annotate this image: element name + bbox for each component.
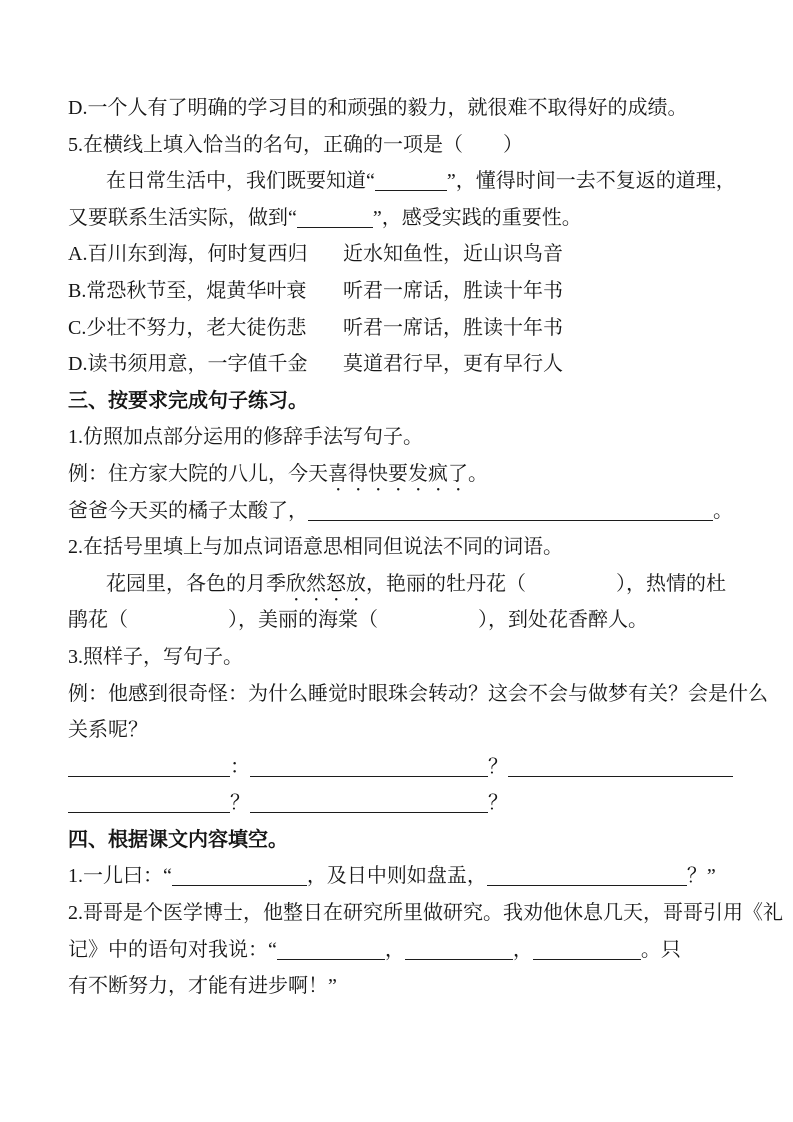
passage-text: ），美丽的海棠（ [228,609,378,632]
answer-blank [308,518,713,521]
section-3-q3-answer-row-1 [68,749,773,786]
question-5-option-a [68,236,773,273]
paren-blank [128,624,228,626]
option-b-right: 听君一席话，胜读十年书 [343,279,563,302]
section-3-q3-example-line-2 [68,712,773,749]
question-5-passage-line-1 [68,163,773,200]
passage-text: 鹃花（ [68,609,128,632]
option-c-right: 听君一席话，胜读十年书 [343,316,563,339]
emphasized-text: 喜得快要发疯了 [328,462,468,485]
section-4-q2-line-2 [68,932,773,969]
option-d-text: D.一个人有了明确的学习目的和顽强的毅力，就很难不取得好的成绩。 [68,97,688,119]
passage-text: 花园里，各色的月季 [106,572,286,595]
question-5-stem-text: 5.在横线上填入恰当的名句，正确的一项是（ ） [68,133,523,156]
passage-text: ”，懂得时间一去不复返的道理， [446,170,736,193]
worksheet-content [68,90,783,1005]
section-4-q2-line-1 [68,895,783,932]
example-text: 。 [468,462,488,485]
answer-blank [277,957,385,960]
section-3-q3-stem [68,639,773,676]
answer-blank [68,810,230,813]
option-b-left: B.常恐秋节至，焜黄华叶衰 [68,279,307,302]
section-3-heading-text: 三、按要求完成句子练习。 [68,389,308,412]
answer-blank [533,957,641,960]
answer-blank [297,225,373,228]
answer-blank [250,810,488,813]
passage-text: ，艳丽的牡丹花（ [366,572,526,595]
fill-in-text: 2.哥哥是个医学博士，他整日在研究所里做研究。我劝他休息几天，哥哥引用《礼 [68,902,783,925]
section-3-q1-stem [68,419,773,456]
fill-in-text: 记》中的语句对我说：“ [68,938,277,961]
fill-in-text: 。只 [640,938,681,961]
section-4-heading-text: 四、根据课文内容填空。 [68,828,288,851]
question-5-option-d [68,346,773,383]
paren-blank [526,588,616,590]
answer-blank [487,883,687,886]
answer-blank [405,957,513,960]
section-4-q2-line-3 [68,968,773,1005]
option-d-left: D.读书须用意，一字值千金 [68,353,308,376]
example-text: 关系呢？ [68,719,148,742]
punctuation: ： [230,755,250,778]
answer-prompt-text: 。 [713,499,733,522]
fill-in-text: ？” [686,865,716,888]
question-5-option-b [68,273,773,310]
answer-blank [508,774,733,777]
answer-blank [68,774,230,777]
punctuation: ， [512,938,533,961]
example-text: 例：住方家大院的八儿，今天 [68,462,328,485]
question-5-passage-line-2 [68,200,773,237]
passage-text: ”，感受实践的重要性。 [372,206,582,229]
section-3-q1-answer-line [68,493,773,530]
question-5-stem [68,127,773,164]
punctuation: ， [384,938,405,961]
answer-blank [250,774,488,777]
fill-in-text: ，及日中则如盘盂， [306,865,487,888]
stem-text: 2.在括号里填上与加点词语意思相同但说法不同的词语。 [68,536,563,559]
section-3-q2-stem [68,529,773,566]
stem-text: 1.仿照加点部分运用的修辞手法写句子。 [68,426,423,449]
stem-text: 3.照样子，写句子。 [68,645,243,668]
question-5-option-c [68,310,773,347]
passage-text: 在日常生活中，我们既要知道“ [106,170,375,193]
section-4-heading [68,822,773,859]
paren-blank [378,624,478,626]
emphasized-text: 欣然怒放 [286,572,366,595]
question-4-option-d [68,90,773,127]
answer-blank [172,883,307,886]
section-3-q3-example-line-1 [68,676,773,713]
passage-text: 又要联系生活实际，做到“ [68,206,297,229]
passage-text: ），热情的杜 [616,572,726,595]
fill-in-text: 有不断努力，才能有进步啊！” [68,975,337,998]
option-c-left: C.少壮不努力，老大徒伤悲 [68,316,307,339]
passage-text: ），到处花香醉人。 [478,609,648,632]
answer-prompt-text: 爸爸今天买的橘子太酸了， [68,499,308,522]
fill-in-text: 1.一儿曰：“ [68,865,172,888]
answer-blank [375,188,447,191]
example-text: 例：他感到很奇怪：为什么睡觉时眼珠会转动？这会不会与做梦有关？会是什么 [68,682,768,705]
section-3-q2-passage-line-1 [68,566,773,603]
section-3-q2-passage-line-2 [68,602,773,639]
section-3-q3-answer-row-2 [68,785,773,822]
option-a-left: A.百川东到海，何时复西归 [68,243,308,266]
option-d-right: 莫道君行早，更有早行人 [343,353,563,376]
section-3-heading [68,383,773,420]
punctuation: ？ [230,792,250,815]
section-3-q1-example [68,456,773,493]
punctuation: ？ [488,792,508,815]
option-a-right: 近水知鱼性，近山识鸟音 [343,243,563,266]
section-4-q1-line [68,858,773,895]
punctuation: ？ [488,755,508,778]
